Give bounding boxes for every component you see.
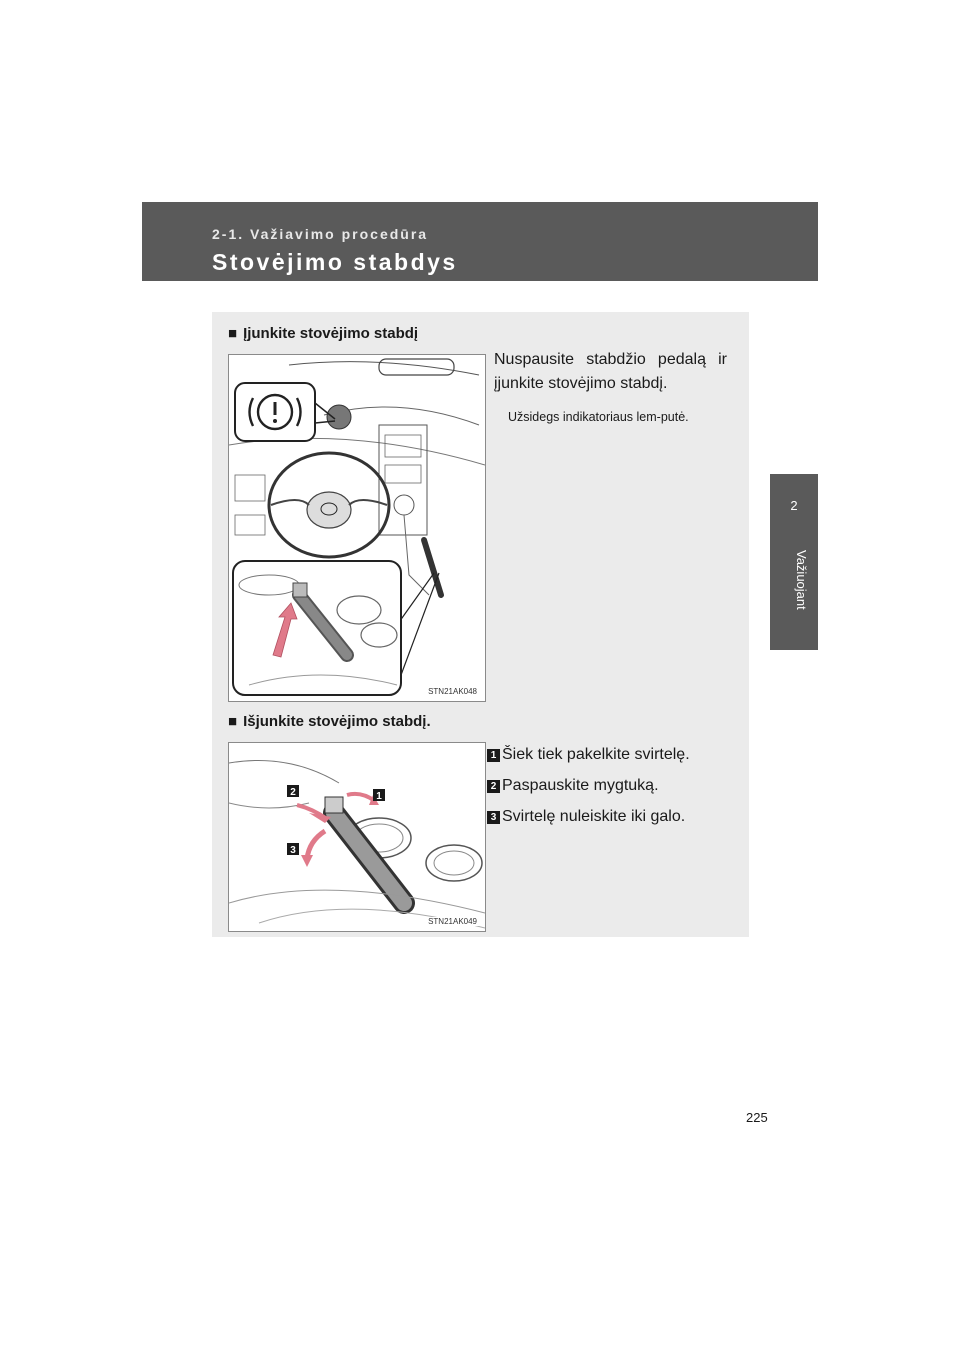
apply-heading — [228, 325, 418, 342]
page-title: Stovėjimo stabdys — [212, 249, 458, 275]
svg-text:1: 1 — [376, 791, 382, 802]
release-heading-text: Išjunkite stovėjimo stabdį. — [243, 713, 431, 730]
release-figure — [228, 742, 486, 932]
page-number: 225 — [746, 1110, 768, 1125]
svg-text:2: 2 — [290, 787, 296, 798]
apply-heading-text: Įjunkite stovėjimo stabdį — [243, 325, 419, 342]
svg-text:3: 3 — [290, 845, 296, 856]
release-heading — [228, 713, 431, 730]
apply-instruction: Nuspausite stabdžio pedalą ir įjunkite stovėjimo stabdį. — [494, 351, 727, 392]
release-step-1 — [487, 745, 690, 765]
section-subtitle: 2-1. Važiavimo procedūra — [212, 226, 429, 242]
step-text: Svirtelę nuleiskite iki galo. — [502, 808, 686, 825]
figure-code: STN21AK048 — [428, 687, 477, 696]
handbrake-illustration — [229, 743, 485, 931]
release-step-2 — [487, 776, 659, 796]
release-step-3 — [487, 807, 685, 827]
bullet-square-icon: ■ — [228, 325, 238, 342]
chapter-number: 2 — [790, 498, 798, 513]
figure-code: STN21AK049 — [428, 917, 477, 926]
step-text: Paspauskite mygtuką. — [502, 777, 659, 794]
content-panel — [212, 312, 749, 937]
chapter-tab — [770, 474, 818, 650]
apply-note: Užsidegs indikatoriaus lem-putė. — [508, 410, 689, 424]
step-number-badge: 1 — [487, 749, 500, 762]
chapter-label: Važiuojant — [794, 550, 809, 610]
dashboard-illustration — [229, 355, 485, 701]
section-header — [142, 202, 818, 281]
step-number-badge: 3 — [487, 811, 500, 824]
step-number-badge: 2 — [487, 780, 500, 793]
step-text: Šiek tiek pakelkite svirtelę. — [502, 746, 690, 763]
bullet-square-icon: ■ — [228, 713, 238, 730]
apply-figure — [228, 354, 486, 702]
